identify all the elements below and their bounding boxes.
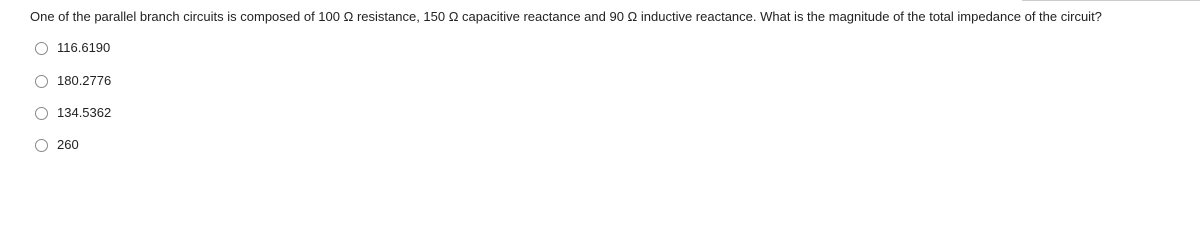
option-label: 180.2776 xyxy=(57,73,112,88)
question-text: One of the parallel branch circuits is composed of 100 Ω resistance, 150 Ω capacitive reactance and 90 Ω inductive reactance. What is the magnitude of the total impedance of the circuit? xyxy=(30,9,1102,24)
radio-button-icon[interactable] xyxy=(35,107,48,120)
radio-button-icon[interactable] xyxy=(35,42,48,55)
answer-option-4[interactable] xyxy=(35,137,79,153)
radio-button-icon[interactable] xyxy=(35,139,48,152)
top-divider xyxy=(1022,0,1200,1)
option-label: 116.6190 xyxy=(57,40,111,55)
answer-option-1[interactable] xyxy=(35,40,110,56)
radio-button-icon[interactable] xyxy=(35,75,48,88)
option-label: 134.5362 xyxy=(57,105,112,120)
option-label: 260 xyxy=(57,137,79,152)
answer-option-3[interactable] xyxy=(35,105,111,121)
answer-option-2[interactable] xyxy=(35,73,111,89)
